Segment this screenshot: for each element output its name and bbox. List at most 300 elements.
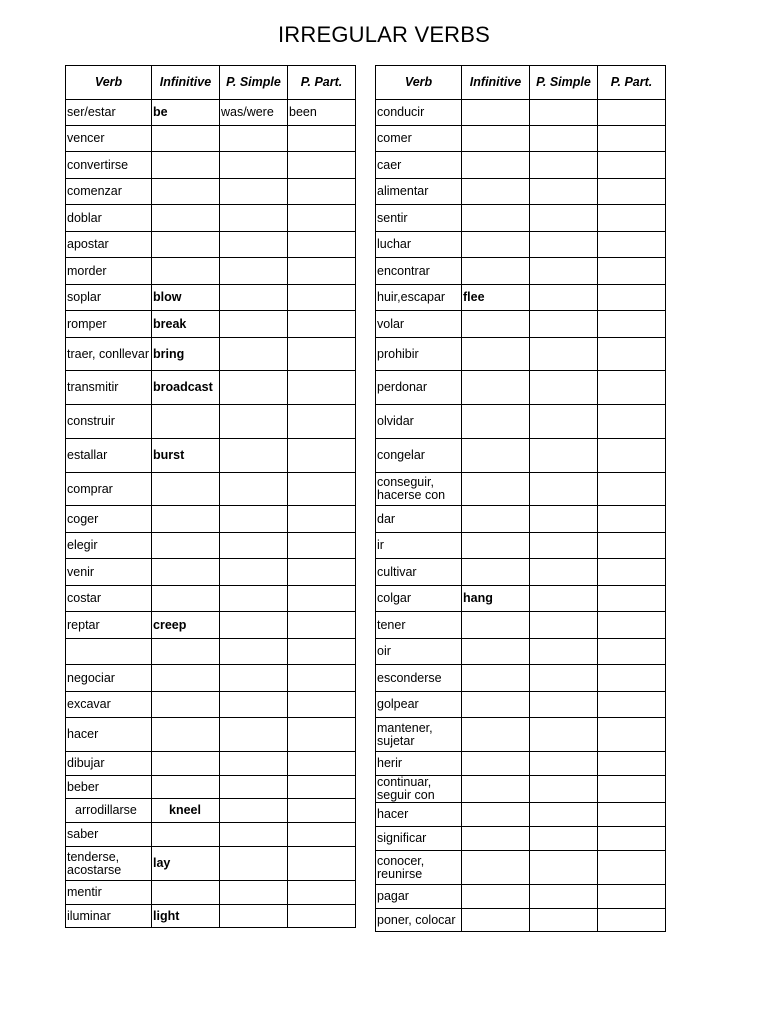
past-simple-cell [220,847,288,881]
infinitive-cell [152,665,220,692]
past-simple-cell [530,851,598,885]
past-simple-cell [220,311,288,338]
infinitive-cell [152,205,220,232]
past-participle-cell [288,823,356,847]
verb-cell: caer [376,152,462,179]
table-row [66,338,356,371]
past-simple-cell [530,612,598,639]
past-simple-cell [530,533,598,559]
past-simple-cell [220,612,288,639]
verb-cell: continuar, seguir con [376,776,462,803]
past-participle-cell [288,338,356,371]
infinitive-cell [152,179,220,205]
table-row [66,586,356,612]
past-participle-cell [598,827,666,851]
past-participle-cell [288,506,356,533]
verb-cell: volar [376,311,462,338]
past-simple-cell [530,100,598,126]
past-simple-cell [220,905,288,928]
past-simple-cell [530,126,598,152]
past-participle-cell [598,718,666,752]
table-row [376,827,666,851]
verb-cell: hacer [376,803,462,827]
past-participle-cell [598,692,666,718]
header-infinitive: Infinitive [152,66,220,100]
verb-cell: vencer [66,126,152,152]
verb-cell: congelar [376,439,462,473]
past-simple-cell [530,258,598,285]
verb-cell: conseguir, hacerse con [376,473,462,506]
infinitive-cell [462,559,530,586]
table-row [66,258,356,285]
table-row [376,473,666,506]
past-participle-cell [598,909,666,932]
infinitive-cell [152,776,220,799]
verb-cell: arrodillarse [66,799,152,823]
past-participle-cell [288,126,356,152]
infinitive-cell: kneel [152,799,220,823]
past-participle-cell [598,752,666,776]
past-simple-cell [530,665,598,692]
past-simple-cell [220,533,288,559]
past-participle-cell [288,559,356,586]
past-participle-cell [288,905,356,928]
infinitive-cell: creep [152,612,220,639]
infinitive-cell: hang [462,586,530,612]
past-participle-cell [598,100,666,126]
header-past-participle: P. Part. [598,66,666,100]
past-simple-cell [530,232,598,258]
table-row [66,559,356,586]
table-row [66,823,356,847]
infinitive-cell: broadcast [152,371,220,405]
past-participle-cell [598,371,666,405]
infinitive-cell [462,311,530,338]
past-participle-cell [598,612,666,639]
past-simple-cell [220,371,288,405]
infinitive-cell [152,506,220,533]
infinitive-cell [152,692,220,718]
verb-cell: golpear [376,692,462,718]
past-participle-cell [598,851,666,885]
past-simple-cell [220,338,288,371]
infinitive-cell [462,179,530,205]
past-simple-cell [220,473,288,506]
table-row [376,100,666,126]
header-past-participle: P. Part. [288,66,356,100]
past-simple-cell [530,639,598,665]
infinitive-cell [152,258,220,285]
verb-cell: apostar [66,232,152,258]
past-simple-cell [220,285,288,311]
table-row [376,371,666,405]
table-row [66,665,356,692]
table-row [376,803,666,827]
past-participle-cell [288,533,356,559]
table-row [66,506,356,533]
past-participle-cell [288,258,356,285]
past-simple-cell [220,692,288,718]
infinitive-cell: lay [152,847,220,881]
past-simple-cell [220,559,288,586]
infinitive-cell [152,126,220,152]
table-row [376,533,666,559]
verb-cell: luchar [376,232,462,258]
past-simple-cell [530,586,598,612]
verb-cell: colgar [376,586,462,612]
table-row [376,179,666,205]
past-simple-cell [530,439,598,473]
infinitive-cell [462,776,530,803]
past-simple-cell [530,179,598,205]
past-participle-cell [598,405,666,439]
past-participle-cell [288,639,356,665]
past-simple-cell [530,205,598,232]
verb-cell: romper [66,311,152,338]
past-participle-cell [598,506,666,533]
infinitive-cell [462,100,530,126]
past-simple-cell [220,752,288,776]
past-simple-cell [530,338,598,371]
table-row [66,881,356,905]
infinitive-cell [462,692,530,718]
infinitive-cell [462,258,530,285]
table-row [66,905,356,928]
past-simple-cell [220,639,288,665]
verb-cell: huir,escapar [376,285,462,311]
table-row [376,586,666,612]
past-participle-cell [288,776,356,799]
table-row [376,152,666,179]
past-participle-cell [598,205,666,232]
past-participle-cell [598,885,666,909]
past-simple-cell [530,752,598,776]
past-simple-cell [220,405,288,439]
past-participle-cell [288,473,356,506]
infinitive-cell [152,473,220,506]
table-row [66,405,356,439]
verb-cell: excavar [66,692,152,718]
table-header-row [376,66,666,100]
past-participle-cell [288,799,356,823]
infinitive-cell [152,718,220,752]
infinitive-cell [152,152,220,179]
past-participle-cell [598,126,666,152]
table-row [66,126,356,152]
past-simple-cell [220,799,288,823]
verb-cell [66,639,152,665]
table-row [376,506,666,533]
verb-cell: estallar [66,439,152,473]
past-simple-cell [530,285,598,311]
page-title: IRREGULAR VERBS [277,22,491,47]
table-row [66,718,356,752]
verb-cell: perdonar [376,371,462,405]
table-row [376,126,666,152]
table-row [66,533,356,559]
table-row [376,559,666,586]
infinitive-cell [152,232,220,258]
past-participle-cell [598,533,666,559]
past-simple-cell [530,506,598,533]
past-participle-cell [598,232,666,258]
table-row [376,718,666,752]
verb-cell: significar [376,827,462,851]
verb-cell: conducir [376,100,462,126]
verb-cell: doblar [66,205,152,232]
table-row [376,205,666,232]
verb-cell: saber [66,823,152,847]
table-row [66,612,356,639]
verb-cell: mantener, sujetar [376,718,462,752]
infinitive-cell [462,152,530,179]
past-participle-cell [288,881,356,905]
header-verb: Verb [66,66,152,100]
verb-cell: esconderse [376,665,462,692]
verb-cell: comer [376,126,462,152]
verb-cell: pagar [376,885,462,909]
infinitive-cell [462,612,530,639]
past-participle-cell [598,639,666,665]
infinitive-cell [152,405,220,439]
table-row [66,776,356,799]
past-simple-cell [220,126,288,152]
verb-cell: cultivar [376,559,462,586]
verb-cell: herir [376,752,462,776]
past-simple-cell [220,152,288,179]
table-row [376,909,666,932]
table-row [376,311,666,338]
past-participle-cell [598,559,666,586]
infinitive-cell [152,752,220,776]
verb-cell: convertirse [66,152,152,179]
past-participle-cell [598,586,666,612]
verb-cell: iluminar [66,905,152,928]
past-simple-cell [530,885,598,909]
past-participle-cell [288,232,356,258]
verb-cell: transmitir [66,371,152,405]
table-row [376,692,666,718]
infinitive-cell [462,885,530,909]
past-participle-cell [288,718,356,752]
table-row [376,776,666,803]
infinitive-cell [462,827,530,851]
past-simple-cell [530,559,598,586]
table-row [376,405,666,439]
past-simple-cell: was/were [220,100,288,126]
infinitive-cell: blow [152,285,220,311]
table-row [376,612,666,639]
past-participle-cell [288,752,356,776]
past-simple-cell [530,718,598,752]
table-row [66,799,356,823]
infinitive-cell [462,533,530,559]
past-simple-cell [220,506,288,533]
verb-cell: hacer [66,718,152,752]
infinitive-cell [462,232,530,258]
verb-cell: morder [66,258,152,285]
verb-cell: beber [66,776,152,799]
table-row [376,285,666,311]
infinitive-cell [462,338,530,371]
past-participle-cell [598,803,666,827]
verb-cell: elegir [66,533,152,559]
past-participle-cell [598,179,666,205]
table-row [66,439,356,473]
verb-cell: reptar [66,612,152,639]
table-header-row [66,66,356,100]
verb-cell: venir [66,559,152,586]
past-participle-cell [288,692,356,718]
verb-cell: alimentar [376,179,462,205]
verb-cell: tener [376,612,462,639]
past-participle-cell [288,612,356,639]
verb-cell: costar [66,586,152,612]
verb-cell: poner, colocar [376,909,462,932]
verb-cell: comenzar [66,179,152,205]
past-simple-cell [530,909,598,932]
verb-cell: coger [66,506,152,533]
verb-cell: mentir [66,881,152,905]
infinitive-cell: light [152,905,220,928]
infinitive-cell [152,533,220,559]
infinitive-cell [462,665,530,692]
past-participle-cell [598,311,666,338]
past-participle-cell [598,776,666,803]
infinitive-cell [152,586,220,612]
infinitive-cell [462,126,530,152]
table-row [66,311,356,338]
past-participle-cell [288,152,356,179]
past-simple-cell [530,152,598,179]
table-row [66,752,356,776]
past-simple-cell [530,371,598,405]
past-simple-cell [220,439,288,473]
table-row [376,665,666,692]
past-simple-cell [530,827,598,851]
table-row [376,851,666,885]
infinitive-cell: bring [152,338,220,371]
past-simple-cell [220,881,288,905]
table-row [66,232,356,258]
past-participle-cell [288,311,356,338]
table-row [66,152,356,179]
past-simple-cell [220,665,288,692]
infinitive-cell [152,823,220,847]
infinitive-cell [152,639,220,665]
header-infinitive: Infinitive [462,66,530,100]
past-simple-cell [530,776,598,803]
past-participle-cell [598,439,666,473]
past-simple-cell [220,823,288,847]
past-simple-cell [530,803,598,827]
past-participle-cell [288,371,356,405]
verb-cell: soplar [66,285,152,311]
past-simple-cell [220,179,288,205]
past-participle-cell [288,439,356,473]
past-participle-cell [598,473,666,506]
past-participle-cell [598,338,666,371]
infinitive-cell [462,909,530,932]
past-participle-cell [288,586,356,612]
past-participle-cell [288,847,356,881]
past-simple-cell [220,258,288,285]
table-row [66,639,356,665]
past-simple-cell [220,718,288,752]
verb-cell: prohibir [376,338,462,371]
header-past-simple: P. Simple [220,66,288,100]
infinitive-cell [462,205,530,232]
table-row [376,258,666,285]
table-row [66,847,356,881]
infinitive-cell [462,752,530,776]
infinitive-cell [462,506,530,533]
table-row [376,232,666,258]
verb-cell: ser/estar [66,100,152,126]
verb-cell: sentir [376,205,462,232]
verb-cell: conocer, reunirse [376,851,462,885]
past-participle-cell [288,665,356,692]
verb-cell: traer, conllevar [66,338,152,371]
infinitive-cell: break [152,311,220,338]
table-row [376,885,666,909]
infinitive-cell [152,881,220,905]
infinitive-cell [462,803,530,827]
infinitive-cell [462,718,530,752]
table-row [66,473,356,506]
verb-cell: dar [376,506,462,533]
table-row [66,371,356,405]
infinitive-cell: burst [152,439,220,473]
past-simple-cell [220,586,288,612]
table-row [66,692,356,718]
past-simple-cell [530,473,598,506]
past-participle-cell [598,152,666,179]
verb-cell: construir [66,405,152,439]
past-simple-cell [530,692,598,718]
past-simple-cell [220,205,288,232]
infinitive-cell [462,851,530,885]
table-row [66,285,356,311]
infinitive-cell [462,639,530,665]
table-row [66,100,356,126]
past-participle-cell [598,285,666,311]
verb-cell: negociar [66,665,152,692]
past-simple-cell [530,311,598,338]
header-verb: Verb [376,66,462,100]
verb-cell: tenderse, acostarse [66,847,152,881]
table-row [376,338,666,371]
infinitive-cell: be [152,100,220,126]
header-past-simple: P. Simple [530,66,598,100]
infinitive-cell [462,405,530,439]
past-participle-cell [288,405,356,439]
past-participle-cell: been [288,100,356,126]
table-row [66,205,356,232]
past-participle-cell [598,665,666,692]
verb-cell: olvidar [376,405,462,439]
table-row [376,439,666,473]
verb-cell: ir [376,533,462,559]
infinitive-cell [152,559,220,586]
infinitive-cell [462,371,530,405]
infinitive-cell [462,473,530,506]
past-participle-cell [598,258,666,285]
table-row [376,639,666,665]
past-participle-cell [288,285,356,311]
verb-cell: encontrar [376,258,462,285]
verb-cell: oir [376,639,462,665]
